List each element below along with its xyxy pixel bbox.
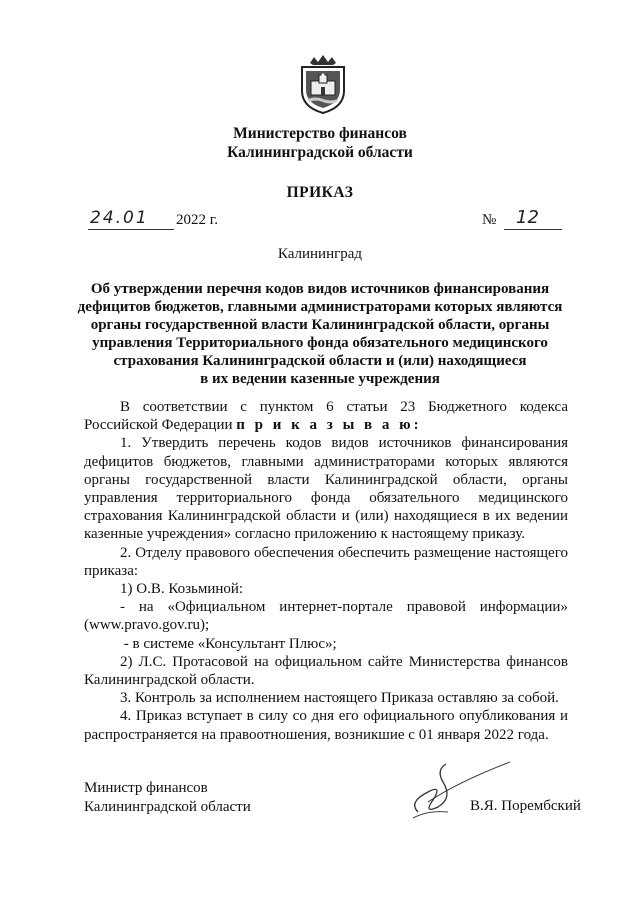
coat-of-arms-emblem [297,53,349,115]
date-number-row [84,207,564,232]
subject-line: управления Территориального фонда обязательного медицинского [92,335,548,351]
subject-line: органы государственной власти Калининградской области, органы [90,317,550,333]
word: на [138,599,154,616]
paragraph-2-2: 2) Л.С. Протасовой на официальном сайте Министерства финансов Калининградской области. [84,653,568,689]
order-word: п р и к а з ы в а ю: [236,417,422,434]
ministry-name [0,124,640,162]
position-line-2: Калининградской области [84,799,251,815]
word: правовой [406,599,466,616]
word: интернет-портале [279,599,393,616]
word: информации» [479,599,568,616]
intro-text: В соответствии с пунктом 6 статьи 23 Бюджетного кодекса Российской Федерации [84,399,568,434]
paragraph-2-1-a-tail: (www.pravo.gov.ru); [84,617,210,634]
subject-line: страхования Калининградской области и (или) находящиеся [113,353,527,369]
order-body [84,398,568,744]
intro-paragraph [84,398,568,434]
date-year: 2022 г. [176,212,218,228]
paragraph-2: 2. Отделу правового обеспечения обеспечить размещение настоящего приказа: [84,544,568,579]
paragraph-2-1-a [84,598,568,616]
paragraph-4: 4. Приказ вступает в силу со дня его официального опубликования и распространяется на правоотношения, возникшие с 01 января 2022 года. [84,708,568,743]
order-subject [70,280,570,388]
position-line-1: Министр финансов [84,780,208,796]
paragraph-3: 3. Контроль за исполнением настоящего Приказа оставляю за собой. [120,690,559,707]
word: «Официальном [167,599,266,616]
subject-line: в их ведении казенные учреждения [200,371,440,387]
signatory-position [84,779,251,817]
signatory-name: В.Я. Порембский [470,798,581,814]
number-sign: № [482,212,497,228]
document-type-title: ПРИКАЗ [286,184,354,201]
paragraph-1: 1. Утвердить перечень кодов видов источников финансирования дефицитов бюджетов, главными администраторами которых являются органы государственной власти Калининградской области, органы управления территориального фонда обязательного медицинского страхования Калининградской области и (или) находящиеся в их ведении казенные учреждения» согласно приложению к настоящему приказу. [84,435,568,543]
word: - [120,599,125,616]
paragraph-2-1: 1) О.В. Козьминой: [120,581,244,598]
handwritten-date: 24.01 [90,208,149,228]
subject-line: дефицитов бюджетов, главными администраторами которых являются [77,299,563,315]
ministry-line-1: Министерство финансов [233,125,407,142]
subject-line: Об утверждении перечня кодов видов источников финансирования [90,281,550,297]
date-underline [88,229,174,230]
handwritten-number: 12 [516,207,539,228]
ministry-line-2: Калининградской области [227,144,413,161]
number-underline [504,229,562,230]
city-name: Калининград [277,246,363,262]
paragraph-2-1-b: - в системе «Консультант Плюс»; [120,635,337,652]
